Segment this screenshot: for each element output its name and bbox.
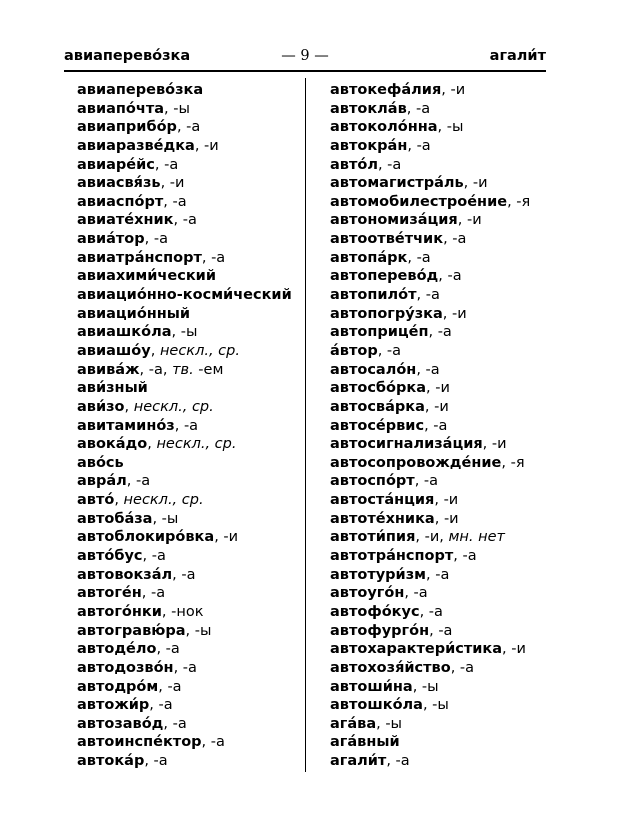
grammar-note: нескл., ср.	[156, 436, 237, 453]
headword: ага́ва	[330, 715, 377, 732]
grammar-info: , -а	[429, 622, 453, 639]
headword: авока́до	[77, 436, 148, 453]
grammar-info: , -и	[424, 398, 449, 415]
dictionary-entry	[77, 603, 292, 622]
dictionary-entry	[330, 417, 530, 436]
headword: автока́р	[77, 753, 145, 770]
headword: автогравю́ра	[77, 622, 186, 639]
dictionary-entry	[77, 417, 292, 436]
grammar-info: , -а	[144, 753, 168, 770]
grammar-info: , -а	[173, 659, 197, 676]
headword: аво́сь	[77, 454, 124, 471]
grammar-info: , -а	[438, 268, 462, 285]
grammar-info: , -а	[377, 156, 402, 173]
dictionary-entry	[330, 174, 530, 193]
dictionary-entry	[77, 528, 292, 547]
dictionary-entry	[330, 379, 530, 398]
dictionary-entry	[330, 81, 530, 100]
dictionary-entry	[77, 566, 292, 585]
grammar-info: , -а	[377, 342, 402, 359]
grammar-info: ,	[124, 398, 134, 415]
grammar-info: , -нок	[161, 603, 204, 620]
headword: автозаво́д	[77, 715, 164, 732]
headword: автодозво́н	[77, 659, 174, 676]
grammar-info: , -а	[407, 137, 431, 154]
dictionary-entry	[330, 249, 530, 268]
column-divider	[305, 78, 306, 772]
dictionary-entry	[77, 435, 292, 454]
headword: авиацио́нный	[77, 305, 191, 322]
grammar-info: , -и	[426, 380, 450, 397]
grammar-info: , -и,	[415, 529, 449, 546]
headword: авитамино́з	[77, 417, 175, 434]
headword: автосбо́рка	[330, 380, 427, 397]
page-number: — 9 —	[281, 48, 329, 64]
headword: автоспо́рт	[330, 473, 415, 490]
dictionary-entry	[77, 733, 292, 752]
dictionary-entry	[77, 156, 292, 175]
headword: авиахими́ческий	[77, 268, 216, 285]
headword: ави́зо	[77, 398, 125, 415]
dictionary-entry	[330, 696, 530, 715]
headword: автосало́н	[330, 361, 417, 378]
grammar-note: нескл., ср.	[159, 342, 240, 359]
grammar-note: нескл., ср.	[133, 398, 214, 415]
headword: автотра́нспорт	[330, 548, 454, 565]
headword: автоинспе́ктор	[77, 734, 202, 751]
dictionary-entry	[77, 118, 292, 137]
headword: автожи́р	[77, 697, 150, 714]
dictionary-entry	[330, 398, 530, 417]
dictionary-entry	[77, 286, 292, 305]
headword: автоба́за	[77, 510, 153, 527]
headword: авиаразве́дка	[77, 137, 195, 154]
dictionary-entry	[330, 323, 530, 342]
dictionary-entry	[330, 678, 530, 697]
grammar-info: , -а	[443, 231, 467, 248]
dictionary-entry	[77, 379, 292, 398]
dictionary-entry	[330, 305, 530, 324]
dictionary-entry	[330, 342, 530, 361]
headword: авиаперево́зка	[77, 82, 204, 98]
headword: автосва́рка	[330, 398, 425, 415]
grammar-info: , -я	[507, 193, 531, 210]
headword: а́втор	[330, 342, 378, 359]
dictionary-entry	[330, 137, 530, 156]
dictionary-entry	[330, 603, 530, 622]
headword: авиаре́йс	[77, 156, 155, 173]
grammar-info: , -а,	[139, 361, 173, 378]
grammar-info: , -а	[173, 212, 197, 229]
page-header	[64, 46, 546, 72]
grammar-info: , -а	[453, 548, 477, 565]
headword: автоте́хника	[330, 510, 435, 527]
grammar-info: , -а	[406, 100, 431, 117]
grammar-info: , -ы	[164, 100, 190, 117]
headword: авиацио́нно-косми́ческий	[77, 287, 292, 304]
grammar-info: , -а	[419, 603, 443, 620]
headword: автоотве́тчик	[330, 231, 444, 248]
grammar-info: ,	[150, 342, 160, 359]
left-guide-word: авиаперево́зка	[64, 48, 191, 64]
grammar-info: , -и	[160, 175, 185, 192]
grammar-info: , -а	[142, 548, 166, 565]
grammar-info: , -а	[407, 249, 431, 266]
headword: авиасвя́зь	[77, 175, 161, 192]
headword: автокефа́лия	[330, 82, 442, 98]
dictionary-entry	[330, 472, 530, 491]
headword: автоблокиро́вка	[77, 529, 215, 546]
dictionary-entry	[330, 733, 530, 752]
dictionary-entry	[330, 286, 530, 305]
headword: авиашо́у	[77, 342, 151, 359]
dictionary-entry	[77, 584, 292, 603]
grammar-info: ,	[114, 492, 124, 509]
grammar-note: нескл., ср.	[123, 492, 204, 509]
dictionary-entry	[77, 752, 292, 771]
headword: автоде́ло	[77, 641, 157, 658]
grammar-info: , -а	[416, 361, 440, 378]
dictionary-entry	[330, 230, 530, 249]
grammar-info: , -и	[463, 175, 488, 192]
headword: автого́нки	[77, 603, 162, 620]
dictionary-entry	[77, 137, 292, 156]
headword: автохарактери́стика	[330, 641, 503, 658]
dictionary-entry	[77, 547, 292, 566]
headword: автовокза́л	[77, 566, 173, 583]
dictionary-entry	[77, 305, 292, 324]
left-column	[77, 81, 292, 771]
dictionary-entry	[330, 547, 530, 566]
headword: автоперево́д	[330, 268, 439, 285]
dictionary-entry	[330, 528, 530, 547]
dictionary-entry	[330, 267, 530, 286]
dictionary-entry	[77, 696, 292, 715]
grammar-info: , -а	[416, 287, 440, 304]
dictionary-entry	[330, 510, 530, 529]
grammar-info: , -а	[158, 678, 182, 695]
dictionary-entry	[330, 752, 530, 771]
headword: автомагистра́ль	[330, 175, 464, 192]
headword: авто́бус	[77, 548, 143, 565]
right-column	[330, 81, 530, 771]
headword: авра́л	[77, 473, 127, 490]
dictionary-entry	[77, 193, 292, 212]
headword: автопило́т	[330, 287, 417, 304]
headword: автосопровожде́ние	[330, 454, 502, 471]
headword: автосе́рвис	[330, 417, 425, 434]
grammar-info: , -а	[149, 697, 173, 714]
grammar-info: , -и	[457, 212, 482, 229]
dictionary-entry	[77, 715, 292, 734]
dictionary-entry	[330, 193, 530, 212]
headword: автономиза́ция	[330, 212, 458, 229]
dictionary-entry	[77, 249, 292, 268]
headword: автокла́в	[330, 100, 407, 117]
dictionary-entry	[77, 491, 292, 510]
headword: автофо́кус	[330, 603, 420, 620]
dictionary-entry	[330, 491, 530, 510]
grammar-info: , -а	[163, 715, 187, 732]
headword: автоге́н	[77, 585, 142, 602]
dictionary-entry	[77, 174, 292, 193]
dictionary-entry	[77, 81, 292, 100]
dictionary-entry	[77, 267, 292, 286]
grammar-info: , -а	[174, 417, 199, 434]
grammar-info: , -а	[172, 566, 196, 583]
grammar-note: мн. нет	[448, 529, 505, 546]
grammar-info: , -а	[426, 566, 450, 583]
dictionary-entry	[330, 156, 530, 175]
headword: авиаприбо́р	[77, 119, 177, 136]
grammar-info: , -я	[501, 454, 525, 471]
headword: авиапо́чта	[77, 100, 165, 117]
grammar-info: , -а	[141, 585, 166, 602]
headword: автопа́рк	[330, 249, 408, 266]
headword: автодро́м	[77, 678, 159, 695]
dictionary-entry	[77, 100, 292, 119]
grammar-info: , -ы	[376, 715, 403, 732]
grammar-info: , -а	[201, 734, 225, 751]
dictionary-entry	[77, 659, 292, 678]
headword: автохозя́йство	[330, 659, 451, 676]
dictionary-entry	[330, 566, 530, 585]
headword: автоколо́нна	[330, 119, 438, 136]
grammar-info: , -а	[424, 417, 448, 434]
dictionary-entry	[77, 454, 292, 473]
headword: ави́зный	[77, 380, 148, 397]
grammar-info: , -а	[428, 324, 452, 341]
headword: автотури́зм	[330, 566, 426, 583]
grammar-info: , -а	[156, 641, 180, 658]
grammar-info: , -и	[441, 82, 466, 98]
grammar-info: , -и	[194, 137, 219, 154]
grammar-info: , -ы	[152, 510, 179, 527]
grammar-info: , -а	[144, 231, 168, 248]
grammar-info: , -ы	[422, 697, 449, 714]
dictionary-entry	[330, 118, 530, 137]
grammar-info: , -а	[163, 193, 187, 210]
dictionary-entry	[77, 323, 292, 342]
grammar-info: , -и	[482, 436, 507, 453]
dictionary-entry	[77, 211, 292, 230]
grammar-info: , -а	[450, 659, 475, 676]
headword: авиаспо́рт	[77, 193, 164, 210]
headword: автоуго́н	[330, 585, 405, 602]
dictionary-entry	[330, 454, 530, 473]
dictionary-entry	[330, 622, 530, 641]
dictionary-entry	[77, 342, 292, 361]
grammar-info: , -а	[414, 473, 439, 490]
headword: авиатра́нспорт	[77, 249, 202, 266]
headword: автосигнализа́ция	[330, 436, 483, 453]
headword: авиашко́ла	[77, 324, 172, 341]
grammar-info: , -а	[154, 156, 179, 173]
grammar-info: , -а	[126, 473, 151, 490]
dictionary-entry	[77, 678, 292, 697]
dictionary-entry	[330, 715, 530, 734]
headword: авиате́хник	[77, 212, 174, 229]
dictionary-entry	[330, 100, 530, 119]
grammar-tail: -ем	[193, 361, 224, 378]
right-guide-word: агали́т	[489, 48, 546, 64]
dictionary-entry	[77, 230, 292, 249]
grammar-info: , -и	[502, 641, 526, 658]
headword: автофурго́н	[330, 622, 430, 639]
grammar-note: тв.	[172, 361, 194, 378]
grammar-info: , -и	[214, 529, 239, 546]
grammar-info: , -ы	[185, 622, 212, 639]
headword: автоти́пия	[330, 529, 416, 546]
headword: агали́т	[330, 753, 387, 770]
dictionary-entry	[330, 584, 530, 603]
grammar-info: , -а	[176, 119, 201, 136]
headword: автомобилестрое́ние	[330, 193, 508, 210]
dictionary-entry	[77, 472, 292, 491]
headword: авто́	[77, 492, 115, 509]
headword: автоста́нция	[330, 492, 435, 509]
headword: автопогру́зка	[330, 305, 443, 322]
headword: автошко́ла	[330, 697, 423, 714]
dictionary-entry	[330, 435, 530, 454]
headword: авто́л	[330, 156, 378, 173]
dictionary-entry	[77, 398, 292, 417]
headword: авиа́тор	[77, 231, 145, 248]
dictionary-entry	[330, 659, 530, 678]
grammar-info: , -ы	[412, 678, 439, 695]
headword: автоши́на	[330, 678, 413, 695]
headword: авива́ж	[77, 361, 140, 378]
dictionary-entry	[77, 640, 292, 659]
grammar-info: , -а	[201, 249, 226, 266]
grammar-info: , -и	[434, 510, 459, 527]
grammar-info: , -ы	[171, 324, 198, 341]
dictionary-entry	[330, 361, 530, 380]
grammar-info: , -и	[434, 492, 459, 509]
grammar-info: ,	[147, 436, 157, 453]
headword: автокра́н	[330, 137, 408, 154]
grammar-info: , -ы	[437, 119, 464, 136]
headword: автоприце́п	[330, 324, 429, 341]
grammar-info: , -и	[442, 305, 467, 322]
headword: ага́вный	[330, 734, 400, 751]
dictionary-entry	[330, 211, 530, 230]
dictionary-entry	[77, 510, 292, 529]
dictionary-entry	[77, 361, 292, 380]
grammar-info: , -а	[386, 753, 410, 770]
grammar-info: , -а	[404, 585, 428, 602]
dictionary-entry	[77, 622, 292, 641]
dictionary-entry	[330, 640, 530, 659]
